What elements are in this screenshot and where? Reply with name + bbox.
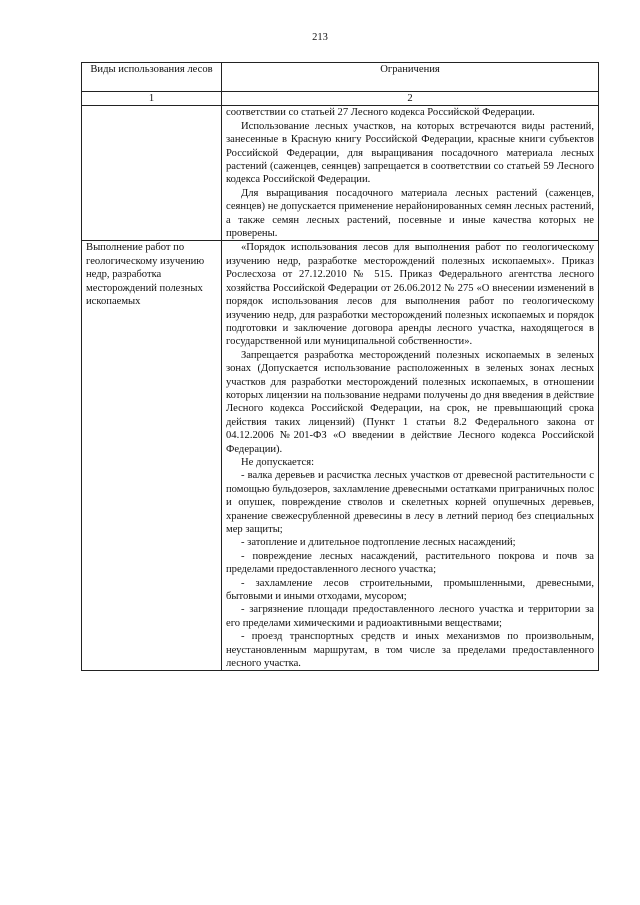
restrictions-cell <box>222 106 599 241</box>
page-number: 213 <box>312 32 328 43</box>
column-number-1: 1 <box>82 92 222 106</box>
paragraph: «Порядок использования лесов для выполнения работ по геологическому изучению недр, разработке месторождений полезных ископаемых». Приказ Рослесхоза от 27.12.2010 № 515. Приказ Федерального агентства лесного хозяйства Российской Федерации от 26.06.2012 № 275 «О внесении изменений в порядок использования лесов для выполнения работ по геологическому изучению недр, для разработки месторождений полезных ископаемых и порядок подготовки и заключение договора аренды лесного участка, находящегося в государственной или муниципальной собственности». <box>226 242 594 348</box>
paragraph: Для выращивания посадочного материала лесных растений (саженцев, сеянцев) не допускается применение нерайонированных семян лесных растений, а также семян лесных растений, посевные и иные качества которых не проверены. <box>226 187 594 240</box>
paragraph: Запрещается разработка месторождений полезных ископаемых в зеленых зонах (Допускается использование расположенных в зеленых зонах лесных участков для разработки месторождений полезных ископаемых, в отношении которых лицензии на пользование недрами получены до дня введения в действие Лесного кодекса Российской Федерации, на срок, не превышающий срока действия таких лицензий) (Пункт 1 статьи 8.2 Федерального закона от 04.12.2006 №201-ФЗ «О введении в действие Лесного кодекса Российской Федерации). <box>226 349 594 455</box>
list-item: - проезд транспортных средств и иных механизмов по произвольным, неустановленным маршрутам, в том числе за пределами предоставленного лесного участка. <box>226 631 594 670</box>
restrictions-table <box>81 62 599 671</box>
table-row <box>82 106 599 241</box>
paragraph: Использование лесных участков, на которых встречаются виды растений, занесенные в Красную книгу Российской Федерации, красные книги субъектов Российской Федерации, для выращивания посадочного материала лесных растений (саженцев, сеянцев) запрещается в соответствии со статьей 59 Лесного кодекса Российской Федерации. <box>226 120 594 186</box>
restrictions-cell <box>222 241 599 671</box>
usage-type-cell: Выполнение работ по геологическому изучению недр, разработка месторождений полезных ископаемых <box>82 241 222 671</box>
table-row <box>82 241 599 671</box>
paragraph: Не допускается: <box>241 456 315 468</box>
list-item: - повреждение лесных насаждений, растительного покрова и почв за пределами предоставленного лесного участка; <box>226 550 594 576</box>
paragraph: соответствии со статьей 27 Лесного кодекса Российской Федерации. <box>226 107 535 119</box>
list-item: - затопление и длительное подтопление лесных насаждений; <box>241 537 516 549</box>
table-header-row <box>82 63 599 92</box>
usage-type-cell <box>82 106 222 241</box>
header-restrictions: Ограничения <box>222 63 599 92</box>
header-usage-types: Виды использования лесов <box>82 63 222 92</box>
list-item: - захламление лесов строительными, промышленными, древесными, бытовыми и иными отходами, мусором; <box>226 577 594 603</box>
list-item: - загрязнение площади предоставленного лесного участка и территории за его пределами химическими и радиоактивными веществами; <box>226 604 594 629</box>
column-number-row <box>82 92 599 106</box>
list-item: - валка деревьев и расчистка лесных участков от древесной растительности с помощью бульдозеров, захламление древесными остатками приграничных полос и опушек, повреждение стволов и скелетных корней опушечных деревьев, хранение свежесрубленной древесины в лесу в летний период без специальных мер защиты; <box>226 470 594 535</box>
column-number-2: 2 <box>222 92 599 106</box>
